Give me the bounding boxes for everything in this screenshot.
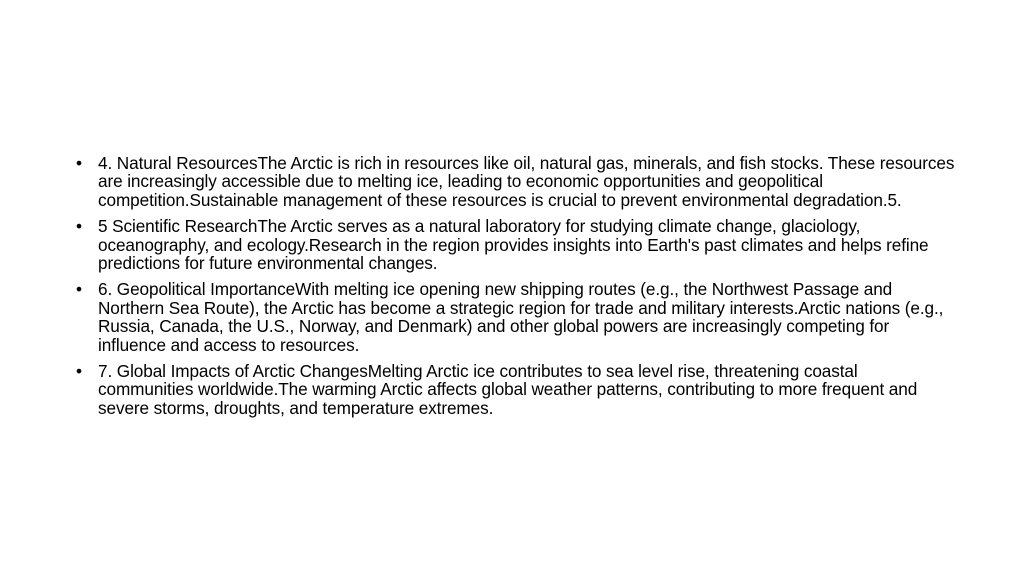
bullet-item-natural-resources [76, 154, 956, 209]
bullet-icon: • [76, 279, 82, 300]
bullet-text: 7. Global Impacts of Arctic ChangesMelting Arctic ice contributes to sea level rise, threatening coastal communities worldwide.The warming Arctic affects global weather patterns, contributing to more frequent and severe storms, droughts, and temperature extremes. [98, 361, 918, 418]
bullet-item-global-impacts [76, 362, 956, 417]
bullet-item-scientific-research [76, 217, 956, 272]
bullet-text: 6. Geopolitical ImportanceWith melting ice opening new shipping routes (e.g., the Northwest Passage and Northern Sea Route), the Arctic has become a strategic region for trade and military interests.Arctic nations (e.g., Russia, Canada, the U.S., Norway, and Denmark) and other global powers are increasingly competing for influence and access to resources. [98, 279, 944, 355]
bullet-text: 5 Scientific ResearchThe Arctic serves as a natural laboratory for studying climate change, glaciology, oceanography, and ecology.Research in the region provides insights into Earth's past climates and helps refine predictions for future environmental changes. [98, 216, 929, 274]
bullet-text: 4. Natural ResourcesThe Arctic is rich in resources like oil, natural gas, minerals, and fish stocks. These resources are increasingly accessible due to melting ice, leading to economic opportunities and geopolitical competition.Sustainable management of these resources is crucial to prevent environmental degradation.5. [98, 153, 955, 210]
bullet-icon: • [76, 153, 82, 173]
bullet-icon: • [76, 216, 82, 237]
bullet-item-geopolitical-importance [76, 280, 956, 354]
bullet-list [76, 154, 956, 425]
bullet-icon: • [76, 361, 82, 382]
